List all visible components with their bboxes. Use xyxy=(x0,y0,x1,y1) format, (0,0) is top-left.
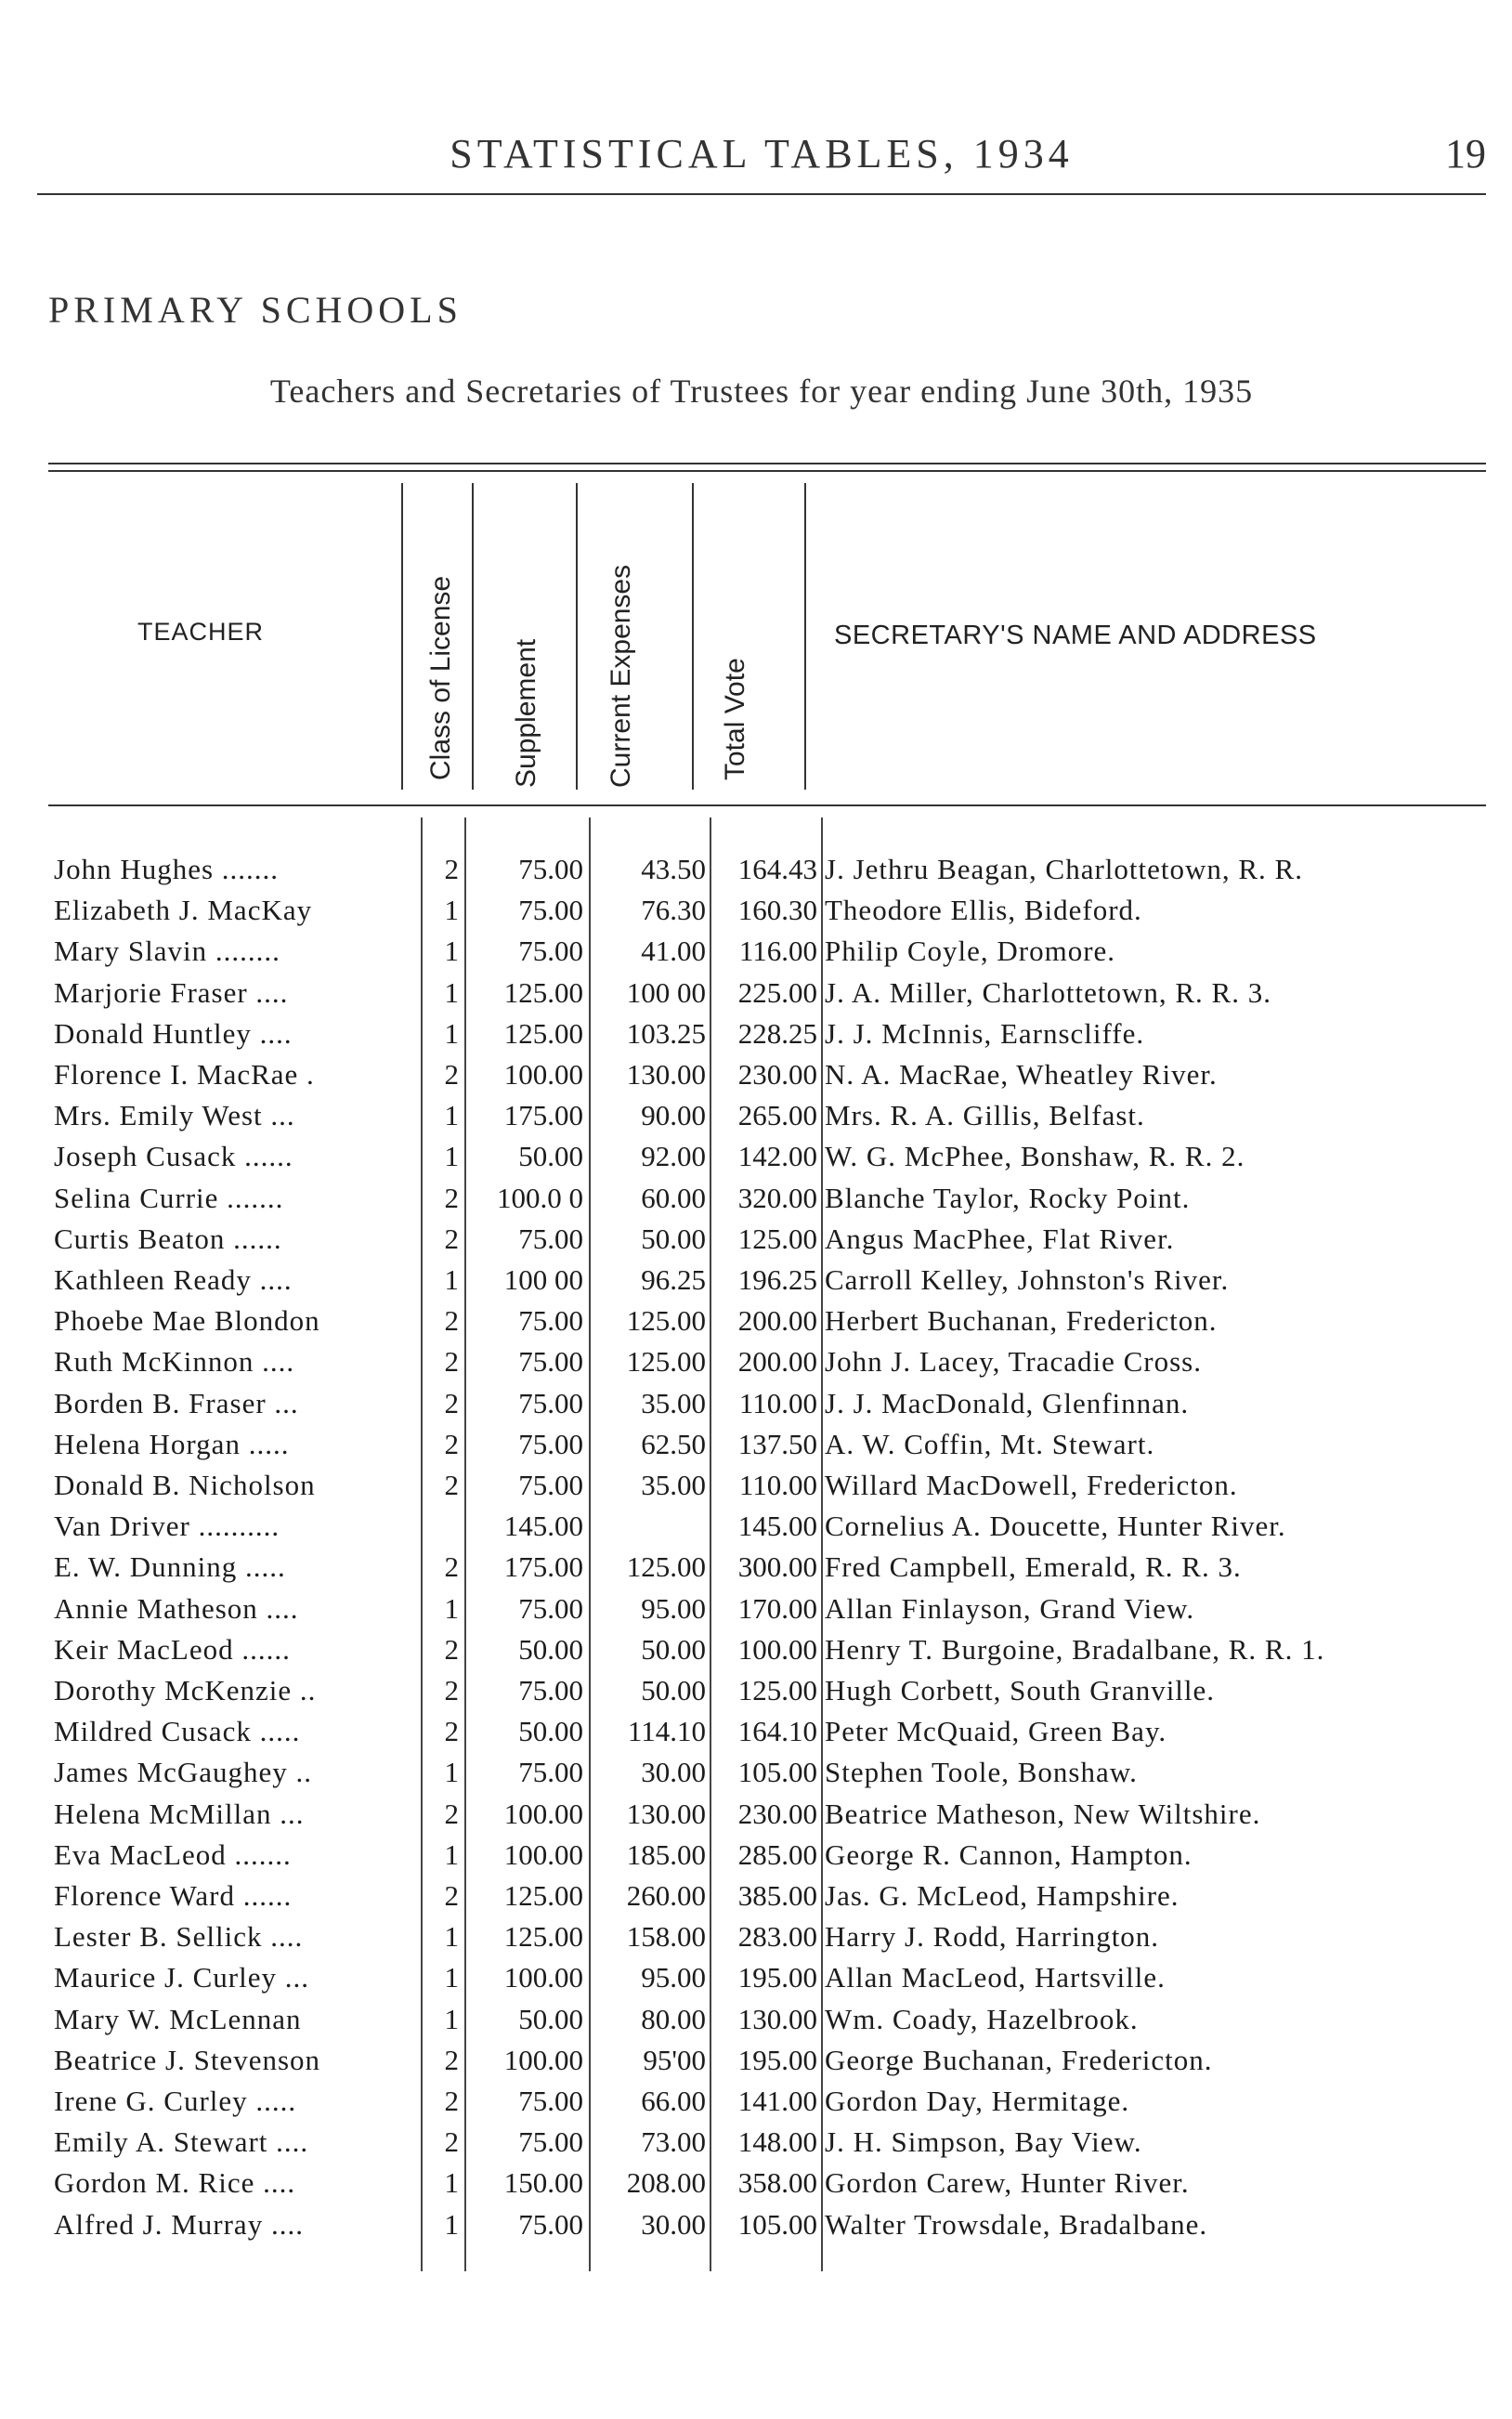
table-row xyxy=(0,1547,1512,1588)
class-of-license: 2 xyxy=(444,1469,459,1501)
secretary-name-address: W. G. McPhee, Bonshaw, R. R. 2. xyxy=(825,1140,1245,1173)
current-expenses-amount: 80.00 xyxy=(641,2002,706,2035)
total-vote-amount: 283.00 xyxy=(737,1920,817,1954)
secretary-name-address: Philip Coyle, Dromore. xyxy=(825,935,1116,968)
secretary-name-address: J. A. Miller, Charlottetown, R. R. 3. xyxy=(825,975,1271,1009)
table-row xyxy=(0,1178,1512,1219)
teacher-name: Ruth McKinnon .... xyxy=(54,1345,295,1379)
secretary-name-address: Fred Campbell, Emerald, R. R. 3. xyxy=(825,1550,1242,1584)
table-row xyxy=(0,2122,1512,2163)
teacher-name: Elizabeth J. MacKay xyxy=(54,894,313,927)
secretary-name-address: Allan MacLeod, Hartsville. xyxy=(825,1961,1166,1994)
table-row xyxy=(0,849,1512,890)
secretary-name-address: George R. Cannon, Hampton. xyxy=(825,1837,1193,1871)
table-row xyxy=(0,2081,1512,2122)
current-expenses-amount: 130.00 xyxy=(626,1797,706,1830)
page-number: 19 xyxy=(1445,131,1486,177)
teacher-name: Emily A. Stewart .... xyxy=(54,2125,309,2159)
secretary-name-address: Allan Finlayson, Grand View. xyxy=(825,1591,1195,1625)
supplement-amount: 75.00 xyxy=(518,894,583,927)
total-vote-amount: 142.00 xyxy=(737,1140,817,1173)
supplement-amount: 100 00 xyxy=(503,1263,583,1296)
supplement-amount: 75.00 xyxy=(518,1304,583,1338)
teacher-name: Keir MacLeod ...... xyxy=(54,1632,291,1666)
table-row xyxy=(0,2040,1512,2081)
supplement-amount: 100.00 xyxy=(503,1797,583,1830)
teacher-name: John Hughes ....... xyxy=(54,853,280,885)
teacher-name: Selina Currie ....... xyxy=(54,1181,284,1214)
running-title: STATISTICAL TABLES, 1934 xyxy=(450,131,1074,177)
table-row xyxy=(0,2204,1512,2245)
table-row xyxy=(0,1301,1512,1341)
supplement-amount: 145.00 xyxy=(503,1510,583,1543)
column-divider xyxy=(692,483,694,790)
current-expenses-amount: 96.25 xyxy=(641,1263,706,1296)
teacher-name: Helena Horgan ..... xyxy=(54,1427,290,1460)
current-expenses-amount: 62.50 xyxy=(641,1427,706,1460)
total-vote-amount: 116.00 xyxy=(738,935,817,968)
total-vote-amount: 320.00 xyxy=(737,1181,817,1214)
supplement-amount: 75.00 xyxy=(518,853,583,885)
total-vote-column-header: Total Vote xyxy=(720,658,750,780)
supplement-amount: 75.00 xyxy=(518,1345,583,1379)
supplement-amount: 75.00 xyxy=(518,1427,583,1460)
teacher-name: Gordon M. Rice .... xyxy=(54,2166,296,2200)
total-vote-amount: 300.00 xyxy=(737,1550,817,1584)
supplement-amount: 175.00 xyxy=(503,1099,583,1132)
table-row xyxy=(0,931,1512,972)
secretary-name-address: Gordon Carew, Hunter River. xyxy=(825,2166,1190,2200)
class-of-license: 2 xyxy=(444,853,459,885)
table-row xyxy=(0,890,1512,931)
current-expenses-amount: 50.00 xyxy=(641,1222,706,1255)
current-expenses-amount: 125.00 xyxy=(626,1345,706,1379)
teacher-name: Marjorie Fraser .... xyxy=(54,975,289,1009)
supplement-amount: 50.00 xyxy=(518,1632,583,1666)
current-expenses-amount: 95.00 xyxy=(641,1591,706,1625)
supplement-amount: 75.00 xyxy=(518,1222,583,1255)
supplement-amount: 100.00 xyxy=(503,1961,583,1994)
table-row xyxy=(0,1629,1512,1670)
teacher-name: James McGaughey .. xyxy=(54,1756,312,1789)
class-of-license: 2 xyxy=(444,1632,459,1666)
secretary-name-address: Beatrice Matheson, New Wiltshire. xyxy=(825,1797,1261,1830)
current-expenses-amount: 95'00 xyxy=(643,2043,706,2076)
secretary-name-address: J. H. Simpson, Bay View. xyxy=(825,2125,1142,2159)
current-expenses-amount: 158.00 xyxy=(626,1920,706,1954)
table-row xyxy=(0,1876,1512,1916)
teacher-name: Beatrice J. Stevenson xyxy=(54,2043,321,2076)
current-expenses-amount: 130.00 xyxy=(626,1058,706,1091)
total-vote-amount: 110.00 xyxy=(738,1469,817,1501)
secretary-name-address: N. A. MacRae, Wheatley River. xyxy=(825,1058,1218,1091)
current-expenses-amount: 60.00 xyxy=(641,1181,706,1214)
header-rule xyxy=(37,193,1486,195)
class-of-license: 1 xyxy=(444,1016,459,1050)
table-row xyxy=(0,1835,1512,1876)
total-vote-amount: 195.00 xyxy=(737,2043,817,2076)
class-of-license: 2 xyxy=(444,1797,459,1830)
supplement-amount: 75.00 xyxy=(518,1674,583,1706)
secretary-name-address: Henry T. Burgoine, Bradalbane, R. R. 1. xyxy=(825,1632,1325,1666)
class-of-license: 1 xyxy=(444,1140,459,1173)
total-vote-amount: 164.10 xyxy=(737,1715,817,1748)
secretary-name-address: Walter Trowsdale, Bradalbane. xyxy=(825,2207,1208,2241)
supplement-amount: 150.00 xyxy=(503,2166,583,2200)
teacher-name: Mary W. McLennan xyxy=(54,2002,302,2035)
current-expenses-amount: 35.00 xyxy=(641,1469,706,1501)
table-row xyxy=(0,1219,1512,1260)
total-vote-amount: 148.00 xyxy=(737,2125,817,2159)
secretary-name-address: J. J. McInnis, Earnscliffe. xyxy=(825,1016,1145,1050)
supplement-amount: 125.00 xyxy=(503,975,583,1009)
secretary-name-address: Hugh Corbett, South Granville. xyxy=(825,1674,1216,1706)
supplement-amount: 50.00 xyxy=(518,1140,583,1173)
total-vote-amount: 105.00 xyxy=(737,2207,817,2241)
supplement-amount: 75.00 xyxy=(518,935,583,968)
teacher-name: Borden B. Fraser ... xyxy=(54,1386,299,1419)
class-of-license: 2 xyxy=(444,2043,459,2076)
current-expenses-amount: 50.00 xyxy=(641,1632,706,1666)
current-expenses-amount: 114.10 xyxy=(627,1715,706,1748)
class-of-license: 2 xyxy=(444,1715,459,1748)
table-row xyxy=(0,1095,1512,1136)
total-vote-amount: 285.00 xyxy=(737,1837,817,1871)
teacher-name: Donald B. Nicholson xyxy=(54,1469,316,1501)
teacher-name: Florence I. MacRae . xyxy=(54,1058,315,1091)
table-row xyxy=(0,1465,1512,1506)
class-of-license: 1 xyxy=(444,1961,459,1994)
supplement-amount: 75.00 xyxy=(518,1756,583,1789)
teacher-name: Annie Matheson .... xyxy=(54,1591,299,1625)
teacher-name: Mrs. Emily West ... xyxy=(54,1099,295,1132)
teacher-name: Van Driver .......... xyxy=(54,1510,280,1543)
secretary-name-address: Carroll Kelley, Johnston's River. xyxy=(825,1263,1230,1296)
table-row xyxy=(0,2163,1512,2203)
supplement-amount: 125.00 xyxy=(503,1879,583,1912)
supplement-amount: 125.00 xyxy=(503,1920,583,1954)
teacher-name: Irene G. Curley ..... xyxy=(54,2085,297,2117)
class-of-license: 2 xyxy=(444,1304,459,1338)
teacher-name: E. W. Dunning ..... xyxy=(54,1550,286,1584)
total-vote-amount: 228.25 xyxy=(737,1016,817,1050)
total-vote-amount: 200.00 xyxy=(737,1304,817,1338)
total-vote-amount: 130.00 xyxy=(737,2002,817,2035)
table-row xyxy=(0,973,1512,1013)
current-expenses-amount: 41.00 xyxy=(641,935,706,968)
table-row xyxy=(0,1999,1512,2040)
teacher-name: Alfred J. Murray .... xyxy=(54,2207,304,2241)
column-divider xyxy=(804,483,806,790)
class-of-license: 2 xyxy=(444,1550,459,1584)
secretary-name-address: George Buchanan, Fredericton. xyxy=(825,2043,1213,2076)
supplement-amount: 75.00 xyxy=(518,2207,583,2241)
teacher-name: Phoebe Mae Blondon xyxy=(54,1304,320,1338)
total-vote-amount: 225.00 xyxy=(737,975,817,1009)
total-vote-amount: 265.00 xyxy=(737,1099,817,1132)
teacher-name: Lester B. Sellick .... xyxy=(54,1920,304,1954)
teacher-name: Dorothy McKenzie .. xyxy=(54,1674,317,1706)
total-vote-amount: 195.00 xyxy=(737,1961,817,1994)
table-row xyxy=(0,1794,1512,1835)
class-of-license: 2 xyxy=(444,1386,459,1419)
table-row xyxy=(0,1260,1512,1301)
supplement-amount: 50.00 xyxy=(518,1715,583,1748)
secretary-name-address: Herbert Buchanan, Fredericton. xyxy=(825,1304,1218,1338)
teacher-name: Maurice J. Curley ... xyxy=(54,1961,309,1994)
secretary-name-address: J. J. MacDonald, Glenfinnan. xyxy=(825,1386,1190,1419)
total-vote-amount: 141.00 xyxy=(737,2085,817,2117)
teacher-name: Florence Ward ...... xyxy=(54,1879,293,1912)
secretary-name-address: Mrs. R. A. Gillis, Belfast. xyxy=(825,1099,1145,1132)
class-of-license-column-header: Class of License xyxy=(425,575,456,780)
class-of-license: 1 xyxy=(444,2002,459,2035)
class-of-license: 2 xyxy=(444,1222,459,1255)
secretary-name-address: Jas. G. McLeod, Hampshire. xyxy=(825,1879,1180,1912)
class-of-license: 1 xyxy=(444,1756,459,1789)
teacher-name: Mildred Cusack ..... xyxy=(54,1715,301,1748)
table-row xyxy=(0,1752,1512,1793)
class-of-license: 2 xyxy=(444,1427,459,1460)
total-vote-amount: 230.00 xyxy=(737,1058,817,1091)
class-of-license: 1 xyxy=(444,1263,459,1296)
current-expenses-amount: 125.00 xyxy=(626,1550,706,1584)
total-vote-amount: 125.00 xyxy=(737,1674,817,1706)
class-of-license: 1 xyxy=(444,975,459,1009)
total-vote-amount: 145.00 xyxy=(737,1510,817,1543)
secretary-name-address: Wm. Coady, Hazelbrook. xyxy=(825,2002,1139,2035)
total-vote-amount: 105.00 xyxy=(737,1756,817,1789)
table-top-rule-double xyxy=(48,470,1486,472)
table-row xyxy=(0,1136,1512,1177)
current-expenses-amount: 92.00 xyxy=(641,1140,706,1173)
secretary-name-address: A. W. Coffin, Mt. Stewart. xyxy=(825,1427,1155,1460)
secretary-name-address: Willard MacDowell, Fredericton. xyxy=(825,1469,1238,1501)
current-expenses-amount: 125.00 xyxy=(626,1304,706,1338)
supplement-amount: 100.0 0 xyxy=(497,1181,583,1214)
class-of-license: 2 xyxy=(444,1181,459,1214)
table-row xyxy=(0,1957,1512,1998)
teacher-name: Eva MacLeod ....... xyxy=(54,1837,292,1871)
supplement-amount: 75.00 xyxy=(518,1469,583,1501)
table-row xyxy=(0,1341,1512,1382)
teacher-name: Kathleen Ready .... xyxy=(54,1263,293,1296)
total-vote-amount: 125.00 xyxy=(737,1222,817,1255)
secretary-name-address: Blanche Taylor, Rocky Point. xyxy=(825,1181,1191,1214)
table-row xyxy=(0,1916,1512,1957)
secretary-name-address: Cornelius A. Doucette, Hunter River. xyxy=(825,1510,1286,1543)
class-of-license: 1 xyxy=(444,1591,459,1625)
table-row xyxy=(0,1424,1512,1465)
total-vote-amount: 200.00 xyxy=(737,1345,817,1379)
class-of-license: 2 xyxy=(444,1058,459,1091)
total-vote-amount: 230.00 xyxy=(737,1797,817,1830)
secretary-name-address: Harry J. Rodd, Harrington. xyxy=(825,1920,1160,1954)
section-title: PRIMARY SCHOOLS xyxy=(48,289,463,331)
teacher-name: Joseph Cusack ...... xyxy=(54,1140,293,1173)
table-row xyxy=(0,1711,1512,1752)
current-expenses-amount: 90.00 xyxy=(641,1099,706,1132)
table-row xyxy=(0,1383,1512,1424)
supplement-amount: 75.00 xyxy=(518,1386,583,1419)
current-expenses-amount: 103.25 xyxy=(626,1016,706,1050)
total-vote-amount: 170.00 xyxy=(737,1591,817,1625)
class-of-license: 1 xyxy=(444,935,459,968)
current-expenses-amount: 30.00 xyxy=(641,1756,706,1789)
current-expenses-amount: 95.00 xyxy=(641,1961,706,1994)
class-of-license: 1 xyxy=(444,1099,459,1132)
secretary-name-address: Stephen Toole, Bonshaw. xyxy=(825,1756,1138,1789)
class-of-license: 2 xyxy=(444,1674,459,1706)
current-expenses-amount: 50.00 xyxy=(641,1674,706,1706)
total-vote-amount: 196.25 xyxy=(737,1263,817,1296)
class-of-license: 1 xyxy=(444,2166,459,2200)
total-vote-amount: 358.00 xyxy=(737,2166,817,2200)
total-vote-amount: 100.00 xyxy=(737,1632,817,1666)
teacher-name: Donald Huntley .... xyxy=(54,1016,293,1050)
class-of-license: 1 xyxy=(444,1837,459,1871)
total-vote-amount: 137.50 xyxy=(737,1427,817,1460)
column-divider xyxy=(472,483,474,790)
class-of-license: 1 xyxy=(444,894,459,927)
supplement-amount: 175.00 xyxy=(503,1550,583,1584)
supplement-amount: 100.00 xyxy=(503,1058,583,1091)
class-of-license: 1 xyxy=(444,2207,459,2241)
supplement-amount: 75.00 xyxy=(518,2085,583,2117)
current-expenses-amount: 185.00 xyxy=(626,1837,706,1871)
teacher-name: Curtis Beaton ...... xyxy=(54,1222,282,1255)
class-of-license: 2 xyxy=(444,2085,459,2117)
secretary-column-header: SECRETARY'S NAME AND ADDRESS xyxy=(834,621,1317,650)
secretary-name-address: Angus MacPhee, Flat River. xyxy=(825,1222,1175,1255)
total-vote-amount: 160.30 xyxy=(737,894,817,927)
class-of-license: 2 xyxy=(444,1879,459,1912)
supplement-column-header: Supplement xyxy=(511,638,541,788)
supplement-amount: 75.00 xyxy=(518,2125,583,2159)
current-expenses-amount: 260.00 xyxy=(626,1879,706,1912)
header-bottom-rule xyxy=(48,804,1486,806)
class-of-license: 2 xyxy=(444,2125,459,2159)
teacher-name: Mary Slavin ........ xyxy=(54,935,280,968)
table-row xyxy=(0,1670,1512,1711)
current-expenses-amount: 100 00 xyxy=(626,975,706,1009)
secretary-name-address: Peter McQuaid, Green Bay. xyxy=(825,1715,1167,1748)
supplement-amount: 100.00 xyxy=(503,1837,583,1871)
current-expenses-amount: 73.00 xyxy=(641,2125,706,2159)
page-header xyxy=(37,130,1486,177)
current-expenses-amount: 76.30 xyxy=(641,894,706,927)
supplement-amount: 125.00 xyxy=(503,1016,583,1050)
supplement-amount: 100.00 xyxy=(503,2043,583,2076)
secretary-name-address: Theodore Ellis, Bideford. xyxy=(825,894,1142,927)
total-vote-amount: 110.00 xyxy=(738,1386,817,1419)
subtitle: Teachers and Secretaries of Trustees for year ending June 30th, 1935 xyxy=(269,373,1254,410)
table-row xyxy=(0,1506,1512,1547)
table-top-rule xyxy=(48,463,1486,464)
supplement-amount: 75.00 xyxy=(518,1591,583,1625)
table-row xyxy=(0,1013,1512,1054)
teacher-column-header: TEACHER xyxy=(137,618,265,646)
current-expenses-amount: 66.00 xyxy=(641,2085,706,2117)
secretary-name-address: Gordon Day, Hermitage. xyxy=(825,2085,1130,2117)
column-divider xyxy=(401,483,403,790)
column-divider xyxy=(576,483,578,790)
supplement-amount: 50.00 xyxy=(518,2002,583,2035)
class-of-license: 1 xyxy=(444,1920,459,1954)
current-expenses-amount: 35.00 xyxy=(641,1386,706,1419)
current-expenses-amount: 30.00 xyxy=(641,2207,706,2241)
teacher-name: Helena McMillan ... xyxy=(54,1797,305,1830)
current-expenses-column-header: Current Expenses xyxy=(606,564,636,788)
class-of-license: 2 xyxy=(444,1345,459,1379)
current-expenses-amount: 208.00 xyxy=(626,2166,706,2200)
total-vote-amount: 385.00 xyxy=(737,1879,817,1912)
secretary-name-address: John J. Lacey, Tracadie Cross. xyxy=(825,1345,1202,1379)
secretary-name-address: J. Jethru Beagan, Charlottetown, R. R. xyxy=(825,853,1303,885)
current-expenses-amount: 43.50 xyxy=(641,853,706,885)
total-vote-amount: 164.43 xyxy=(737,853,817,885)
table-row xyxy=(0,1589,1512,1629)
table-row xyxy=(0,1054,1512,1095)
